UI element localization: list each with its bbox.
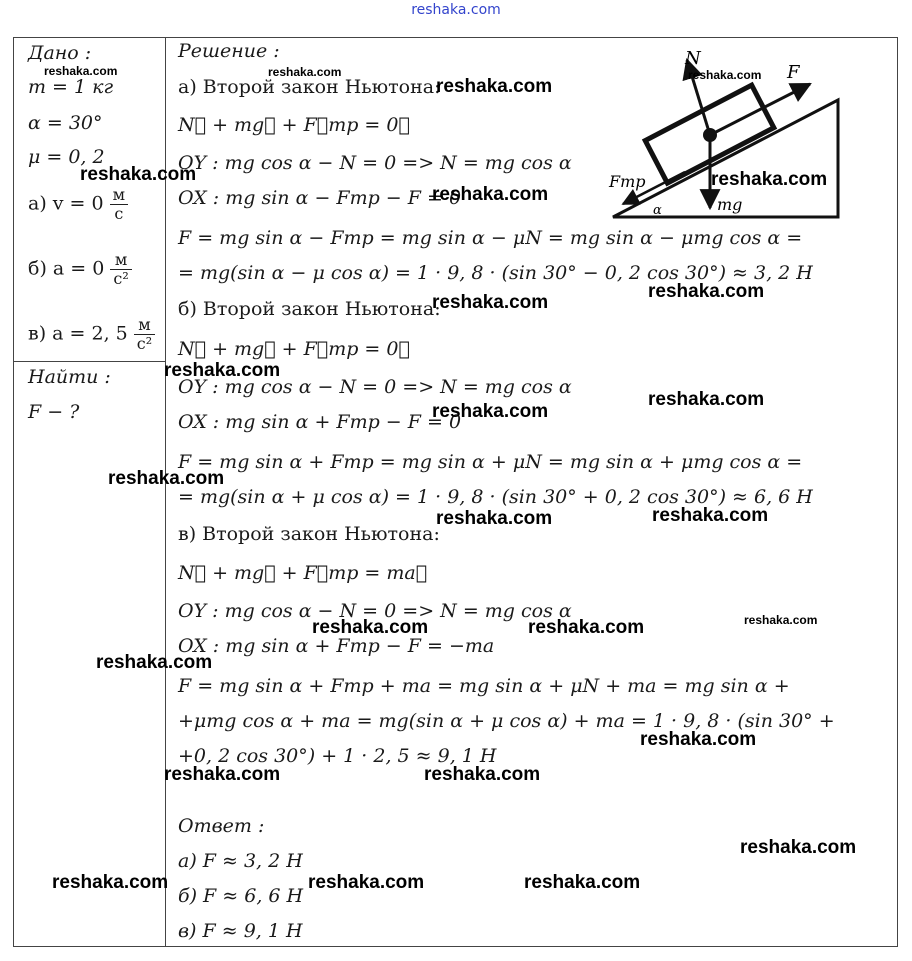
given-title: Дано :	[28, 42, 92, 64]
answer-title: Ответ :	[178, 815, 265, 837]
label-f: F	[787, 62, 800, 83]
solution-line: OY : mg cos α − N = 0 => N = mg cos α	[178, 600, 572, 622]
answer-c: в) F ≈ 9, 1 Н	[178, 920, 303, 942]
force-f-arrow	[710, 84, 810, 135]
solution-line: = mg(sin α − μ cos α) = 1 · 9, 8 · (sin 30° − 0, 2 cos 30°) ≈ 3, 2 Н	[178, 262, 813, 284]
solution-line: F = mg sin α − Fтр = mg sin α − μN = mg sin α − μmg cos α =	[178, 227, 803, 249]
unit-denominator: с²	[113, 269, 129, 288]
watermark: reshaka.com	[164, 360, 281, 381]
given-case-c	[28, 316, 155, 353]
watermark: reshaka.com	[432, 401, 549, 422]
watermark: reshaka.com	[432, 184, 549, 205]
watermark: reshaka.com	[312, 617, 429, 638]
watermark: reshaka.com	[308, 872, 425, 893]
solution-line: в) Второй закон Ньютона:	[178, 523, 440, 545]
watermark: reshaka.com	[436, 76, 553, 97]
unit-fraction-c	[134, 316, 155, 353]
watermark: reshaka.com	[108, 468, 225, 489]
solution-line: N⃗ + mg⃗ + F⃗тр = 0⃗	[178, 114, 410, 136]
watermark: reshaka.com	[652, 505, 769, 526]
solution-line: б) Второй закон Ньютона:	[178, 298, 441, 320]
given-friction: μ = 0, 2	[28, 146, 105, 168]
watermark: reshaka.com	[436, 508, 553, 529]
solution-line: OX : mg sin α + Fтр − F = 0	[178, 411, 462, 433]
watermark: reshaka.com	[740, 837, 857, 858]
watermark: reshaka.com	[528, 617, 645, 638]
unit-numerator: м	[134, 316, 155, 335]
unit-denominator: с	[114, 204, 124, 223]
watermark: reshaka.com	[648, 281, 765, 302]
solution-line: F = mg sin α + Fтр = mg sin α + μN = mg sin α + μmg cos α =	[178, 451, 803, 473]
unit-denominator: с²	[136, 334, 153, 353]
given-case-b	[28, 251, 132, 288]
watermark: reshaka.com	[268, 65, 342, 79]
unit-fraction-b	[110, 251, 131, 288]
solution-line: N⃗ + mg⃗ + F⃗тр = ma⃗	[178, 562, 428, 584]
watermark: reshaka.com	[524, 872, 641, 893]
label-alpha: α	[653, 203, 662, 218]
given-case-a	[28, 186, 128, 223]
solution-line: N⃗ + mg⃗ + F⃗тр = 0⃗	[178, 338, 410, 360]
label-friction: Fтр	[609, 172, 646, 191]
watermark: reshaka.com	[96, 652, 213, 673]
watermark: reshaka.com	[711, 169, 828, 190]
given-mass: m = 1 кг	[28, 76, 114, 98]
solution-line: OX : mg sin α + Fтр − F = −ma	[178, 635, 495, 657]
find-title: Найти :	[28, 366, 111, 388]
solution-line: OX : mg sin α − Fтр − F = 0	[178, 187, 462, 209]
watermark: reshaka.com	[640, 729, 757, 750]
solution-line: +0, 2 cos 30°) + 1 · 2, 5 ≈ 9, 1 Н	[178, 745, 497, 767]
unit-fraction-a	[110, 186, 128, 223]
watermark: reshaka.com	[44, 64, 118, 78]
solution-line: = mg(sin α + μ cos α) = 1 · 9, 8 · (sin 30° + 0, 2 cos 30°) ≈ 6, 6 Н	[178, 486, 813, 508]
watermark: reshaka.com	[688, 68, 762, 82]
solution-title: Решение :	[178, 40, 280, 62]
given-angle: α = 30°	[28, 112, 103, 134]
watermark: reshaka.com	[744, 613, 818, 627]
label-mg: mg	[717, 195, 743, 214]
watermark: reshaka.com	[52, 872, 169, 893]
watermark: reshaka.com	[164, 764, 281, 785]
watermark: reshaka.com	[648, 389, 765, 410]
watermark: reshaka.com	[432, 292, 549, 313]
solution-line: OY : mg cos α − N = 0 => N = mg cos α	[178, 152, 572, 174]
given-case-c-label: в) a = 2, 5	[28, 322, 128, 345]
solution-line: F = mg sin α + Fтр + ma = mg sin α + μN + ma = mg sin α +	[178, 675, 790, 697]
unit-numerator: м	[110, 251, 131, 270]
given-case-b-label: б) a = 0	[28, 257, 105, 280]
find-item: F − ?	[28, 401, 80, 423]
solution-line: OY : mg cos α − N = 0 => N = mg cos α	[178, 376, 572, 398]
watermark: reshaka.com	[80, 164, 197, 185]
solution-line: а) Второй закон Ньютона:	[178, 76, 441, 98]
answer-a: а) F ≈ 3, 2 Н	[178, 850, 303, 872]
answer-b: б) F ≈ 6, 6 Н	[178, 885, 304, 907]
unit-numerator: м	[110, 186, 128, 205]
watermark: reshaka.com	[424, 764, 541, 785]
label-n: N	[685, 48, 701, 69]
given-case-a-label: а) v = 0	[28, 192, 104, 215]
row-divider	[13, 361, 166, 362]
site-header-link[interactable]: reshaka.com	[411, 2, 501, 18]
solution-line: +μmg cos α + ma = mg(sin α + μ cos α) + ma = 1 · 9, 8 · (sin 30° +	[178, 710, 835, 732]
